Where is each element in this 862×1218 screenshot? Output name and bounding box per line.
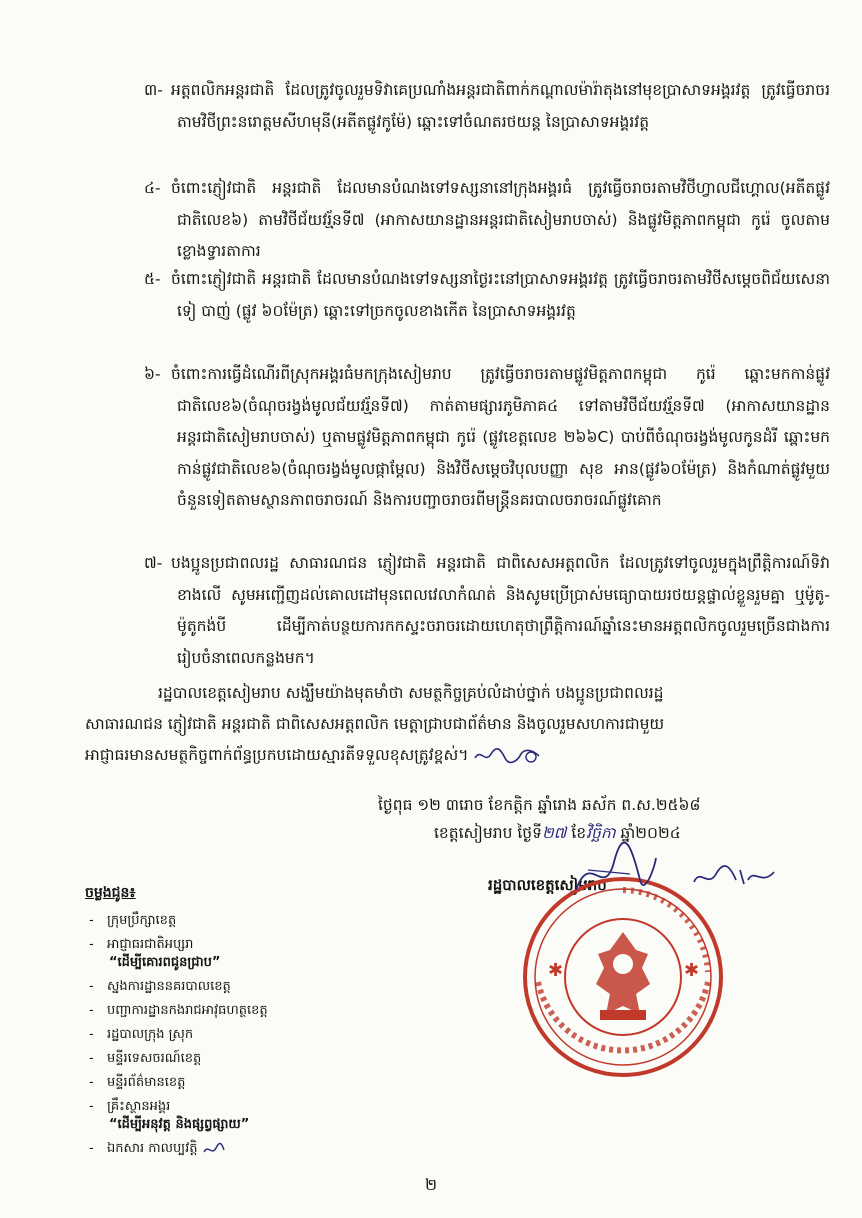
item-number: ៥-	[144, 270, 161, 288]
item-number: ៧-	[144, 554, 163, 572]
signatory-title: រដ្ឋបាលខេត្តសៀមរាប	[488, 876, 607, 894]
list-item: - ឯកសារ កាលប្បវត្តិ	[85, 1140, 415, 1158]
solar-month: វិច្ឆិកា	[586, 824, 616, 842]
initials-mark	[202, 1142, 226, 1156]
list-item: - អាជ្ញាធរជាតិអប្សរា “ដើម្បីគោរពជូនជ្រាប”	[85, 936, 415, 972]
svg-text:✱: ✱	[684, 960, 700, 980]
closing-line-3-text: អាជ្ញាធរមានសមត្ថកិច្ចពាក់ព័ន្ធប្រកបដោយស្មារតីទទួលខុសត្រូវខ្ពស់។	[85, 746, 469, 764]
closing-line-3	[85, 740, 830, 772]
item-number: ៦-	[144, 365, 161, 383]
solar-year: ឆ្នាំ២០២៤	[615, 824, 681, 842]
item-6	[144, 359, 830, 517]
item-4	[144, 173, 830, 268]
item-7	[144, 548, 830, 674]
item-number: ៣-	[144, 81, 163, 99]
item-text: ចំពោះការធ្វើដំណើរពីស្រុកអង្គរធំមកក្រុងសៀមរាប ត្រូវធ្វើចរាចរតាមផ្លូវមិត្តភាពកម្ពុជា កូរ៉េ ឆ្ពោះមកកាន់ផ្លូវជាតិលេខ៦(ចំណុចរង្វង់មូលជ័យវរ្ម័នទី៧) កាត់តាមផ្សារភូមិភាគ៤ ទៅតាមវិថីជ័យវរ្ម័នទី៧ (អាកាសយានដ្ឋានអន្តរជាតិសៀមរាបចាស់) ឬតាមផ្លូវមិត្តភាពកម្ពុជា កូរ៉េ (ផ្លូវខេត្តលេខ ២៦៦C) បាប់ពីចំណុចរង្វង់មូលកូនដំរី ឆ្ពោះមកកាន់ផ្លូវជាតិលេខ៦(ចំណុចរង្វង់មូលផ្កាម្ដែល) និងវិថីសម្តេចវិបុលបញ្ញា សុខ អាន(ផ្លូវ៦០ម៉ែត្រ) និងកំណាត់ផ្លូវមួយចំនួនទៀតតាមស្ថានភាពចរាចរណ៍ និងការបញ្ជាចរាចរពីមន្ត្រីនគរបាលចរាចរណ៍ផ្លូវគោក	[171, 365, 830, 509]
recipient-note: “ដើម្បីគោរពជូនជ្រាប”	[109, 955, 221, 970]
page-number: ២	[424, 1175, 438, 1194]
lunar-date: ថ្ងៃពុធ ១២ ៣រោច ខែកត្តិក ឆ្នាំរោង ឆស័ក ព.ស.២៥៦៨	[378, 796, 701, 814]
svg-text:✱: ✱	[548, 960, 564, 980]
list-item: - រដ្ឋបាលក្រុង ស្រុក	[89, 1027, 194, 1042]
list-item: - មន្ទីរព័ត៌មានខេត្ត	[89, 1075, 186, 1090]
list-item: - ក្រុមប្រឹក្សាខេត្ត	[89, 913, 177, 928]
item-text: អត្តពលិកអន្តរជាតិ ដែលត្រូវចូលរួមទិវាគេប្រណាំងអន្តរជាតិពាក់កណ្តាលម៉ារ៉ាតុងនៅមុខប្រាសាទអង្គរវត្ត ត្រូវធ្វើចរាចរតាមវិថីព្រះនរោត្តមសីហមុនី(អតីតផ្លូវកូម៉ែ) ឆ្ពោះទៅចំណតរថយន្ត នៃប្រាសាទអង្គរវត្ត	[171, 81, 830, 131]
list-item: - បញ្ជាការដ្ឋានកងរាជអាវុធហត្ថខេត្ត	[89, 1003, 268, 1018]
item-text: ចំពោះភ្ញៀវជាតិ អន្តរជាតិ ដែលមានបំណងទៅទស្សនានៅក្រុងអង្គរធំ ត្រូវធ្វើចរាចរតាមវិថីហ្វាលជីហ្គោល(អតីតផ្លូវជាតិលេខ៦) តាមវិថីជ័យវរ្ម័នទី៧ (អាកាសយានដ្ឋានអន្តរជាតិសៀមរាបចាស់) និងផ្លូវមិត្តភាពកម្ពុជា កូរ៉េ ចូលតាមខ្លោងទ្វារតាការ	[171, 179, 830, 260]
solar-month-prefix: ខែ	[566, 824, 587, 842]
signature-ink-icon	[570, 840, 660, 910]
closing-line-1: រដ្ឋបាលខេត្តសៀមរាប សង្ឃឹមយ៉ាងមុតមាំថា សមត្ថកិច្ចគ្រប់លំដាប់ថ្នាក់ បងប្អូនប្រជាពលរដ្ឋ	[158, 684, 664, 702]
recipients-list	[85, 883, 415, 1164]
item-5	[144, 264, 830, 327]
item-text: ចំពោះភ្ញៀវជាតិ អន្តរជាតិ ដែលមានបំណងទៅទស្សនាថ្ងៃរះនៅប្រាសាទអង្គរវត្ត ត្រូវធ្វើចរាចរតាមវិថីសម្តេចពិជ័យសេនា ទៀ បាញ់ (ផ្លូវ ៦០ម៉ែត្រ) ឆ្ពោះទៅច្រកចូលខាងកើត នៃប្រាសាទអង្គរវត្ត	[171, 270, 830, 320]
solar-date-prefix: ខេត្តសៀមរាប ថ្ងៃទី	[434, 824, 542, 842]
initials-mark	[473, 746, 543, 766]
list-item: - ស្នងការដ្ឋាននគរបាលខេត្ត	[89, 979, 231, 994]
recipient-note: “ដើម្បីអនុវត្ត និងផ្សព្វផ្សាយ”	[109, 1117, 250, 1132]
item-number: ៤-	[144, 179, 161, 197]
recipients-heading: ចម្លងជូន៖	[85, 885, 136, 901]
list-item: - គ្រឹះស្ថានអង្គរ “ដើម្បីអនុវត្ត និងផ្សព្វផ្សាយ”	[85, 1098, 415, 1134]
list-item: - មន្ទីរទេសចរណ៍ខេត្ត	[89, 1051, 202, 1066]
item-3	[144, 75, 830, 138]
closing-line-2: សាធារណជន ភ្ញៀវជាតិ អន្តរជាតិ ជាពិសេសអត្តពលិក មេត្តាជ្រាបជាព័ត៌មាន និងចូលរួមសហការជាមួយ	[85, 715, 665, 733]
solar-day: ២៧	[541, 824, 567, 842]
item-text: បងប្អូនប្រជាពលរដ្ឋ សាធារណជន ភ្ញៀវជាតិ អន្តរជាតិ ជាពិសេសអត្តពលិក ដែលត្រូវទៅចូលរួមក្នុងព្រឹត្តិការណ៍ទិវាខាងលើ សូមអញ្ជើញដល់គោលដៅមុនពេលវេលាកំណត់ និងសូមប្រើប្រាស់មធ្យោបាយរថយន្តផ្ទាល់ខ្លួនរួមគ្នា ឬម៉ូតូ-ម៉ូតូកង់បី ដើម្បីកាត់បន្ថយការកកស្ទះចរាចរដោយហេតុថាព្រឹត្តិការណ៍ឆ្នាំនេះមានអត្តពលិកចូលរួមច្រើនជាងការរៀបចំនាពេលកន្លងមក។	[171, 554, 830, 667]
